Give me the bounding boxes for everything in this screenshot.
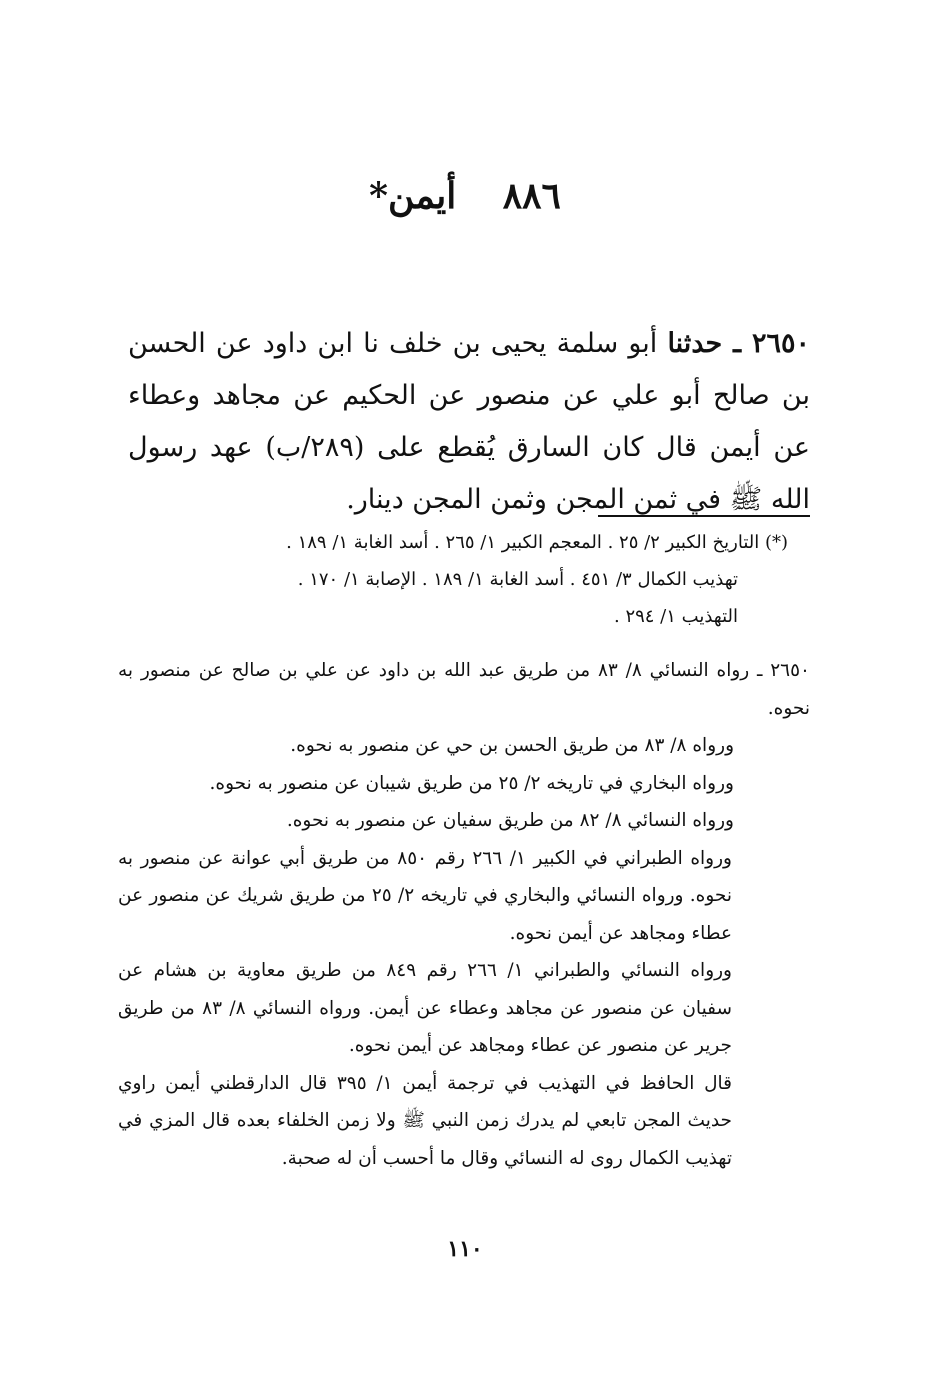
takhrij-nasai: ورواه النسائي والطبراني ١/ ٢٦٦ رقم ٨٤٩ من طريق معاوية بن هشام عن سفيان عن منصور عن مجاهد وعطاء عن أيمن. ورواه النسائي ٨/ ٨٣ من طريق جرير عن منصور عن عطاء ومجاهد عن أيمن نحوه. <box>118 960 733 1056</box>
hadith-lead: ٢٦٥٠ ـ حدثنا <box>667 328 810 359</box>
hadith-text <box>128 318 810 526</box>
hadith-body: أبو سلمة يحيى بن خلف نا ابن داود عن الحسن بن صالح أبو علي عن منصور عن الحكيم عن مجاهد وعطاء عن أيمن قال كان السارق يُقطع على (٢٨٩/ب) عهد رسول الله ﷺ في ثمن المجن وثمن المجن دينار. <box>128 328 810 515</box>
entry-heading <box>0 168 930 224</box>
entry-name: أيمن* <box>369 175 457 217</box>
footnote-line: تهذيب الكمال ٣/ ٤٥١ . أسد الغابة ١/ ١٨٩ . الإصابة ١/ ١٧٠ . <box>297 569 738 590</box>
entry-number: ٨٨٦ <box>502 175 561 217</box>
takhrij-hafiz: قال الحافظ في التهذيب في ترجمة أيمن ١/ ٣٩٥ قال الدارقطني أيمن راوي حديث المجن تابعي لم يدرك زمن النبي ﷺ ولا زمن الخلفاء بعده قال المزي في تهذيب الكمال روى له النسائي وقال ما أحسب أن له صحبة. <box>118 1072 732 1169</box>
footnote-sources <box>150 524 788 635</box>
page-number: ١١٠ <box>447 1236 483 1262</box>
footnote-line: (*) التاريخ الكبير ٢/ ٢٥ . المعجم الكبير ١/ ٢٦٥ . أسد الغابة ١/ ١٨٩ . <box>286 532 788 553</box>
takhrij-tabarani: ورواه الطبراني في الكبير ١/ ٢٦٦ رقم ٨٥٠ من طريق أبي عوانة عن منصور به نحوه. ورواه النسائي والبخاري في تاريخه ٢/ ٢٥ من طريق شريك عن منصور عن عطاء ومجاهد عن أيمن نحوه. <box>118 847 732 944</box>
takhrij-notes <box>118 652 810 1177</box>
footnote-line: التهذيب ١/ ٢٩٤ . <box>613 606 738 627</box>
takhrij-item: ورواه ٨/ ٨٣ من طريق الحسن بن حي عن منصور به نحوه. <box>290 735 734 756</box>
footnote-separator <box>598 515 810 517</box>
takhrij-item: ورواه النسائي ٨/ ٨٢ من طريق سفيان عن منصور به نحوه. <box>286 810 734 831</box>
takhrij-item: ورواه البخاري في تاريخه ٢/ ٢٥ من طريق شيبان عن منصور به نحوه. <box>209 772 734 794</box>
takhrij-first: ٢٦٥٠ ـ رواه النسائي ٨/ ٨٣ من طريق عبد الله بن داود عن علي بن صالح عن منصور به نحوه. <box>118 660 810 719</box>
